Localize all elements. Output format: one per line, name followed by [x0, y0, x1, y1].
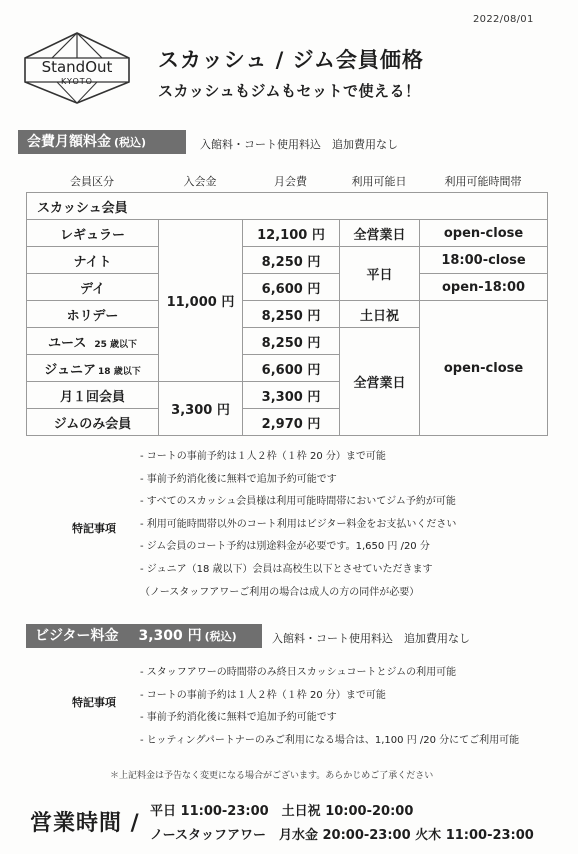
business-hours-line-1: 平日 11:00-23:00 土日祝 10:00-20:00: [150, 804, 414, 819]
member-type-cell: ナイト: [27, 247, 159, 274]
available-hours-cell: open-close: [420, 220, 548, 247]
note-item: - 利用可能時間帯以外のコート利用はビジター料金をお支払いください: [140, 518, 457, 530]
note-item: - コートの事前予約は１人２枠（１枠 20 分）まで可能: [140, 689, 386, 701]
member-type-cell: ジムのみ会員: [27, 409, 159, 436]
monthly-fee-cell: 6,600 円: [243, 274, 340, 301]
monthly-fee-cell: 8,250 円: [243, 247, 340, 274]
member-type-cell: ジュニア 18 歳以下: [27, 355, 159, 382]
monthly-band-note: 入館料・コート使用料込 追加費用なし: [200, 138, 398, 151]
table-row: [27, 274, 548, 301]
notes-label-visitor: 特記事項: [72, 696, 116, 709]
available-days-cell: 全営業日: [340, 328, 420, 436]
note-item: - コートの事前予約は１人２枠（１枠 20 分）まで可能: [140, 451, 386, 462]
note-item: - スタッフアワーの時間帯のみ終日スカッシュコートとジムの利用可能: [140, 667, 457, 678]
available-hours-cell: open-close: [420, 301, 548, 436]
table-row: [27, 301, 548, 328]
entry-fee-other-cell: 3,300 円: [159, 382, 243, 436]
member-type-cell: 月１回会員: [27, 382, 159, 409]
notes-list-members: [140, 446, 456, 604]
table-section-row: [27, 193, 548, 220]
business-hours-title: 営業時間 /: [30, 811, 140, 836]
column-header-monthly-fee: 月会費: [274, 175, 307, 188]
monthly-fee-cell: 2,970 円: [243, 409, 340, 436]
note-item: - ジム会員のコート予約は別途料金が必要です。1,650 円 /20 分: [140, 541, 430, 553]
monthly-band-tax: (税込): [114, 136, 147, 149]
document-date: 2022/08/01: [473, 14, 534, 25]
visitor-fee-amount: 3,300 円: [138, 628, 202, 644]
note-item: - 事前予約消化後に無料で追加予約可能です: [140, 712, 337, 724]
note-item: - すべてのスカッシュ会員様は利用可能時間帯においてジム予約が可能: [140, 496, 456, 508]
note-item: - 事前予約消化後に無料で追加予約可能です: [140, 473, 337, 485]
visitor-band-label: ビジター料金: [35, 628, 119, 644]
logo-sub: KYOTO: [61, 77, 93, 86]
monthly-fee-band: [18, 130, 186, 154]
member-type-cell: レギュラー: [27, 220, 159, 247]
note-item: - ヒッティングパートナーのみご利用になる場合は、1,100 円 /20 分にてご利用可能: [140, 734, 520, 746]
entry-fee-squash-cell: 11,000 円: [159, 220, 243, 382]
available-hours-cell: 18:00-close: [420, 247, 548, 274]
section-squash-members: スカッシュ会員: [27, 193, 548, 220]
visitor-band-tax: (税込): [204, 630, 237, 643]
available-days-cell: 全営業日: [340, 220, 420, 247]
available-days-cell: 土日祝: [340, 301, 420, 328]
available-hours-cell: open-18:00: [420, 274, 548, 301]
notes-label-members: 特記事項: [72, 522, 116, 535]
page-subtitle: スカッシュもジムもセットで使える！: [158, 82, 421, 100]
column-header-available-hours: 利用可能時間帯: [444, 175, 522, 188]
monthly-fee-cell: 8,250 円: [243, 328, 340, 355]
fee-table: [26, 192, 548, 436]
monthly-fee-cell: 8,250 円: [243, 301, 340, 328]
age-note: 25 歳以下: [94, 339, 138, 350]
price-change-notice: ＊上記料金は予告なく変更になる場合がございます。あらかじめご了承ください: [110, 771, 434, 781]
logo-name: StandOut: [41, 58, 113, 76]
member-type-cell: ホリデー: [27, 301, 159, 328]
note-item: - ジュニア（18 歳以下）会員は高校生以下とさせていただきます: [140, 563, 433, 575]
visitor-fee-band: [26, 624, 262, 648]
monthly-fee-cell: 12,100 円: [243, 220, 340, 247]
standout-logo: [22, 30, 132, 106]
column-header-entry-fee: 入会金: [183, 175, 217, 188]
business-hours-line-2: ノースタッフアワー 月水金 20:00-23:00 火木 11:00-23:00: [150, 828, 534, 843]
column-header-category: 会員区分: [70, 175, 114, 188]
table-row: [27, 247, 548, 274]
available-days-cell: 平日: [340, 247, 420, 301]
monthly-band-label: 会費月額料金: [27, 134, 111, 150]
monthly-fee-cell: 3,300 円: [243, 382, 340, 409]
notes-list-visitor: [140, 662, 519, 752]
page-title: スカッシュ / ジム会員価格: [158, 48, 424, 72]
column-header-available-days: 利用可能日: [351, 175, 407, 188]
table-row: [27, 220, 548, 247]
member-type-cell: ユース 25 歳以下: [27, 328, 159, 355]
visitor-band-note: 入館料・コート使用料込 追加費用なし: [272, 632, 470, 645]
age-note: 18 歳以下: [98, 366, 141, 377]
note-item: （ノースタッフアワーご利用の場合は成人の方の同伴が必要）: [140, 586, 420, 598]
member-type-cell: デイ: [27, 274, 159, 301]
monthly-fee-cell: 6,600 円: [243, 355, 340, 382]
